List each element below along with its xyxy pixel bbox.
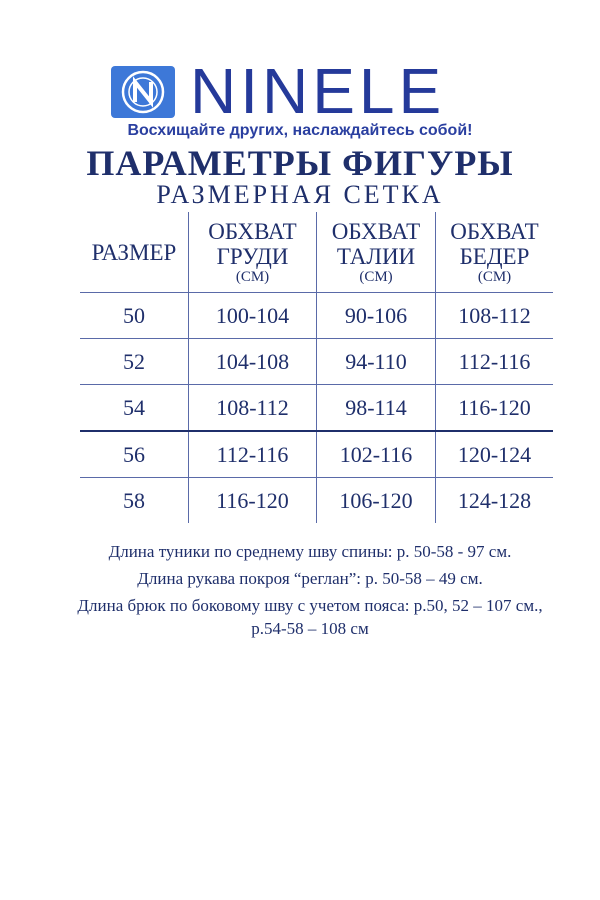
table-row — [80, 431, 553, 478]
header-hip: ОБХВАТ БЕДЕР (СМ) — [436, 212, 554, 293]
note-trousers-length: Длина брюк по боковому шву с учетом пояса: р.50, 52 – 107 см., р.54-58 – 108 см — [77, 596, 543, 638]
cell-chest: 108-112 — [189, 385, 317, 432]
cell-waist: 106-120 — [317, 478, 436, 524]
page-title: ПАРАМЕТРЫ ФИГУРЫ — [86, 143, 514, 183]
cell-hip: 112-116 — [436, 339, 554, 385]
cell-chest: 112-116 — [189, 431, 317, 478]
header-size: РАЗМЕР — [91, 239, 177, 265]
table-row — [80, 293, 553, 339]
cell-chest: 116-120 — [189, 478, 317, 524]
brand-name: NINELE — [190, 55, 446, 127]
measurement-notes — [60, 540, 560, 644]
note-sleeve-length: Длина рукава покроя “реглан”: р. 50-58 – 49 см. — [137, 569, 483, 588]
cell-size: 56 — [80, 431, 189, 478]
table-header-row — [80, 212, 553, 293]
cell-hip: 116-120 — [436, 385, 554, 432]
cell-size: 58 — [80, 478, 189, 524]
cell-hip: 108-112 — [436, 293, 554, 339]
header-chest: ОБХВАТ ГРУДИ (СМ) — [189, 212, 317, 293]
cell-hip: 124-128 — [436, 478, 554, 524]
table-row — [80, 478, 553, 524]
page-subtitle: РАЗМЕРНАЯ СЕТКА — [156, 180, 444, 209]
cell-chest: 100-104 — [189, 293, 317, 339]
cell-size: 52 — [80, 339, 189, 385]
cell-waist: 90-106 — [317, 293, 436, 339]
table-row — [80, 385, 553, 432]
brand-slogan: Восхищайте других, наслаждайтесь собой! — [127, 122, 473, 139]
cell-chest: 104-108 — [189, 339, 317, 385]
logo-n-icon — [111, 66, 175, 118]
cell-waist: 98-114 — [317, 385, 436, 432]
size-table — [80, 212, 553, 523]
cell-waist: 102-116 — [317, 431, 436, 478]
cell-hip: 120-124 — [436, 431, 554, 478]
note-tunic-length: Длина туники по среднему шву спины: р. 50-58 - 97 см. — [108, 542, 512, 561]
header-waist: ОБХВАТ ТАЛИИ (СМ) — [317, 212, 436, 293]
cell-waist: 94-110 — [317, 339, 436, 385]
cell-size: 54 — [80, 385, 189, 432]
table-row — [80, 339, 553, 385]
brand-logo — [0, 55, 600, 127]
cell-size: 50 — [80, 293, 189, 339]
